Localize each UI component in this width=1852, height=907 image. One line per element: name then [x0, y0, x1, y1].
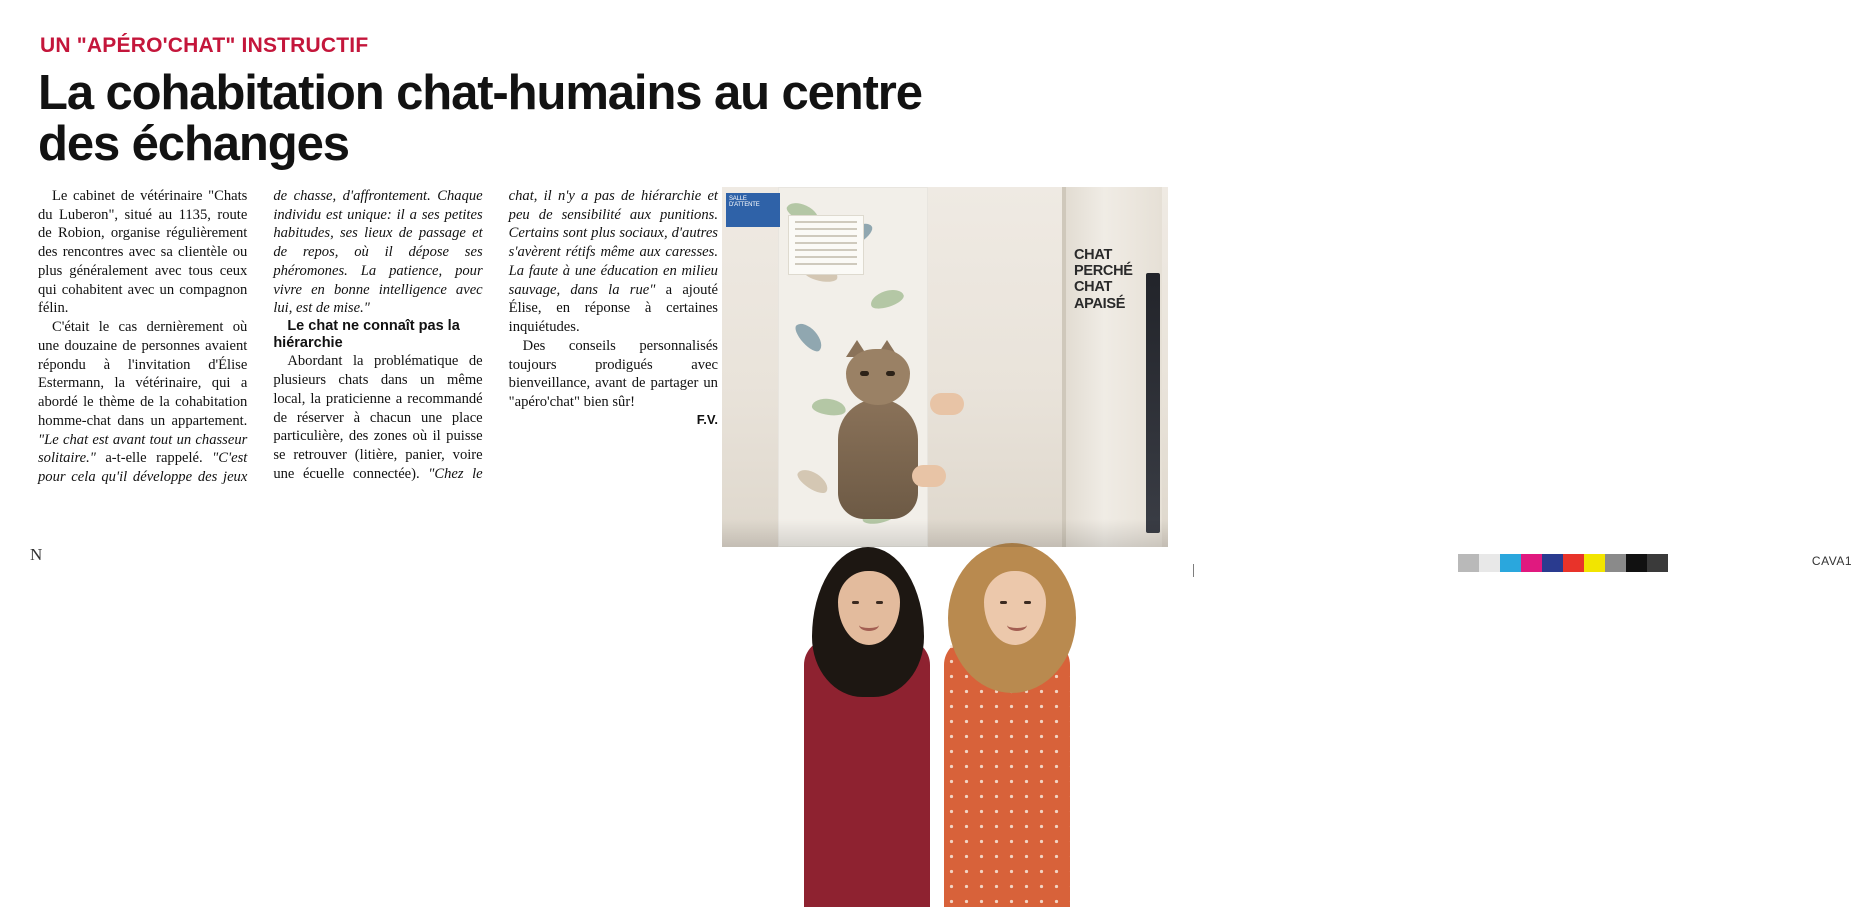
waiting-room-poster: SALLE D'ATTENTE	[726, 193, 780, 227]
pull-quote-1: "Le chat est avant tout un chasseur solitaire."	[38, 431, 248, 467]
article-subhead: Le chat ne connaît pas la hiérarchie	[273, 318, 460, 352]
article-body-area	[38, 187, 1852, 568]
headline-line-2: des échanges	[38, 117, 349, 172]
holding-hand	[930, 393, 964, 415]
article-photo	[722, 187, 1168, 547]
headline-line-1: La cohabitation chat-humains au centre	[38, 66, 922, 120]
print-control-strip-row	[1406, 554, 1852, 576]
article-columns	[38, 187, 718, 487]
cat-body	[838, 399, 918, 519]
cat-poster-line-1: CHAT	[1074, 246, 1112, 263]
quote-3-tail: a ajouté Élise, en réponse à certaines inquiétudes.	[508, 281, 718, 336]
photo-credit-code: CAVA1	[1811, 553, 1852, 568]
wall-notice-sheet	[788, 215, 864, 275]
paragraph-text: C'était le cas dernièrement où une douzaine de personnes avaient répondu à l'invitation d'Élise Estermann, la vétérinaire, qui a abordé le thème de la cohabitation homme-chat dans un appartement.	[38, 319, 248, 429]
cat-poster-line-4: APAISÉ	[1074, 295, 1126, 312]
page-title	[38, 68, 1038, 171]
paragraph-text: Abordant la problématique de plusieurs chats dans un même local, la praticienne a recommandé de réserver à chacun une place particulière, des zones où il puisse se retrouver (litière, panier, voire une écuelle connectée).	[273, 353, 483, 482]
article-kicker: UN "APÉRO'CHAT" INSTRUCTIF	[40, 34, 369, 57]
page-corner-mark: N	[30, 545, 43, 564]
print-color-bar	[1458, 554, 1668, 572]
cat-poster-line-2: PERCHÉ	[1074, 263, 1133, 280]
wall-mounted-screen	[1146, 273, 1160, 533]
pull-quote-2: "C'est pour cela qu'il développe des jeux de chasse, d'affrontement. Chaque individu est unique: il a ses petites habitudes, ses lieux de passage et de repos, où il dépose ses phéromones. La patience, pour vivre en bonne intelligence avec lui, est de mise."	[38, 187, 483, 486]
cat-head	[846, 349, 910, 405]
article-signature: F.V.	[696, 411, 718, 427]
cat-in-arms	[832, 349, 924, 519]
photo-bottom-shading	[722, 519, 1168, 547]
quote-1-tail: a-t-elle rappelé.	[95, 450, 213, 467]
paragraph: Le cabinet de vétérinaire "Chats du Luberon", situé au 1135, route de Robion, organise régulièrement des rencontres avec sa clientèle ou plus généralement avec tous ceux qui cohabitent avec un compagnon félin.	[38, 187, 248, 317]
paragraph: Des conseils personnalisés toujours prodigués avec bienveillance, avant de partager un "apéro'chat" bien sûr!	[508, 337, 718, 411]
pull-quote-3: "Chez le chat, il n'y a pas de hiérarchie et peu de sensibilité aux punitions. Certains sont plus sociaux, d'autres s'avèrent rétifs même aux caresses. La faute à une éducation en milieu sauvage, dans la rue"	[428, 187, 718, 482]
supporting-hand	[912, 465, 946, 487]
article-photo-block	[722, 187, 1852, 568]
cat-poster-line-3: CHAT	[1074, 279, 1112, 296]
page-edge-mark: |	[1191, 562, 1195, 578]
cat-poster-text	[1074, 247, 1144, 312]
